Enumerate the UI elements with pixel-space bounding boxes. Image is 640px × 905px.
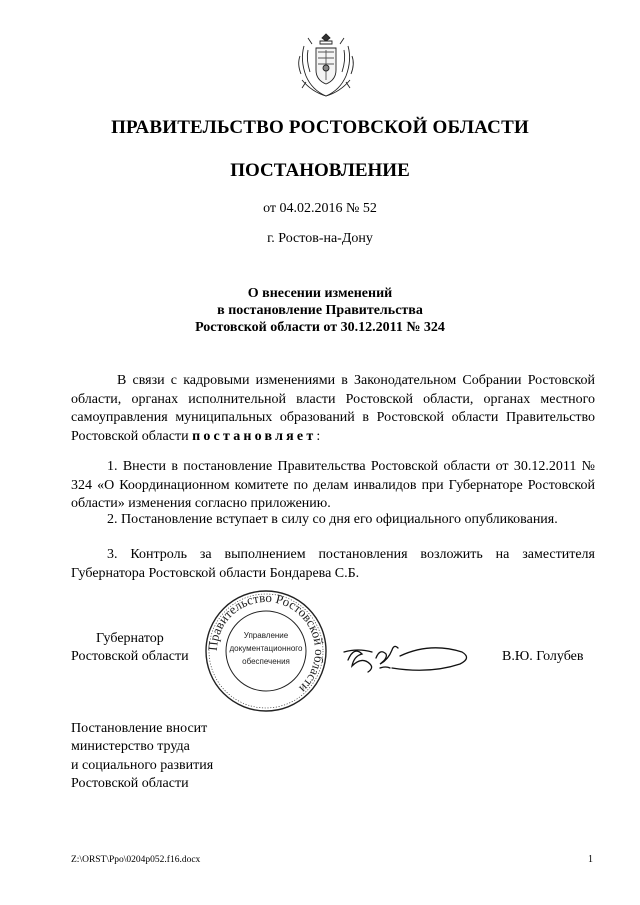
seal-inner-line: Управление xyxy=(243,631,289,640)
document-type: ПОСТАНОВЛЕНИЕ xyxy=(230,160,410,181)
submitter-note-line: и социального развития xyxy=(71,757,214,773)
document-city: г. Ростов-на-Дону xyxy=(267,231,373,246)
organization-title: ПРАВИТЕЛЬСТВО РОСТОВСКОЙ ОБЛАСТИ xyxy=(111,117,529,138)
decree-colon: : xyxy=(316,428,321,444)
decree-item-3: 3. Контроль за выполнением постановления возложить на заместителя Губернатора Ростовской области Бондарева С.Б. xyxy=(71,547,595,581)
footer-file-path: Z:\ORST\Ppo\0204p052.f16.docx xyxy=(71,855,201,865)
signatory-title-line-2: Ростовской области xyxy=(71,649,189,664)
submitter-note-line: Постановление вносит xyxy=(71,721,208,736)
preamble-paragraph xyxy=(71,372,595,446)
seal-inner-line: документационного xyxy=(229,644,303,653)
subject-line: в постановление Правительства xyxy=(217,303,423,318)
handwritten-signature xyxy=(340,630,480,680)
seal-inner-line: обеспечения xyxy=(242,657,290,666)
submitter-note xyxy=(71,720,213,793)
document-subject xyxy=(0,285,640,336)
footer-page-number: 1 xyxy=(588,854,593,865)
decree-item-1: 1. Внести в постановление Правительства Ростовской области от 30.12.2011 № 324 «О Координационном комитете по делам инвалидов при Губернаторе Ростовской области» изменения согласно приложению. xyxy=(71,459,595,511)
submitter-note-line: министерство труда xyxy=(71,739,190,755)
coat-of-arms-emblem xyxy=(294,32,358,100)
decree-item-2: 2. Постановление вступает в силу со дня его официального опубликования. xyxy=(107,512,558,527)
official-seal-stamp xyxy=(203,588,329,714)
preamble-text: В связи с кадровыми изменениями в Законодательном Собрании Ростовской области, органах исполнительной власти Ростовской области, органах местного самоуправления муниципальных образований в Ростовской области Правительство Ростовской области xyxy=(71,373,595,444)
document-date-number: от 04.02.2016 № 52 xyxy=(263,201,377,216)
subject-line: О внесении изменений xyxy=(247,286,393,301)
signatory-title-line-1: Губернатор xyxy=(96,631,164,646)
subject-line: Ростовской области от 30.12.2011 № 324 xyxy=(195,320,445,335)
seal-ring-text: Правительство Ростовской области xyxy=(204,589,328,697)
decree-word: постановляет xyxy=(192,428,317,444)
submitter-note-line: Ростовской области xyxy=(71,775,189,791)
signatory-name: В.Ю. Голубев xyxy=(502,649,584,664)
